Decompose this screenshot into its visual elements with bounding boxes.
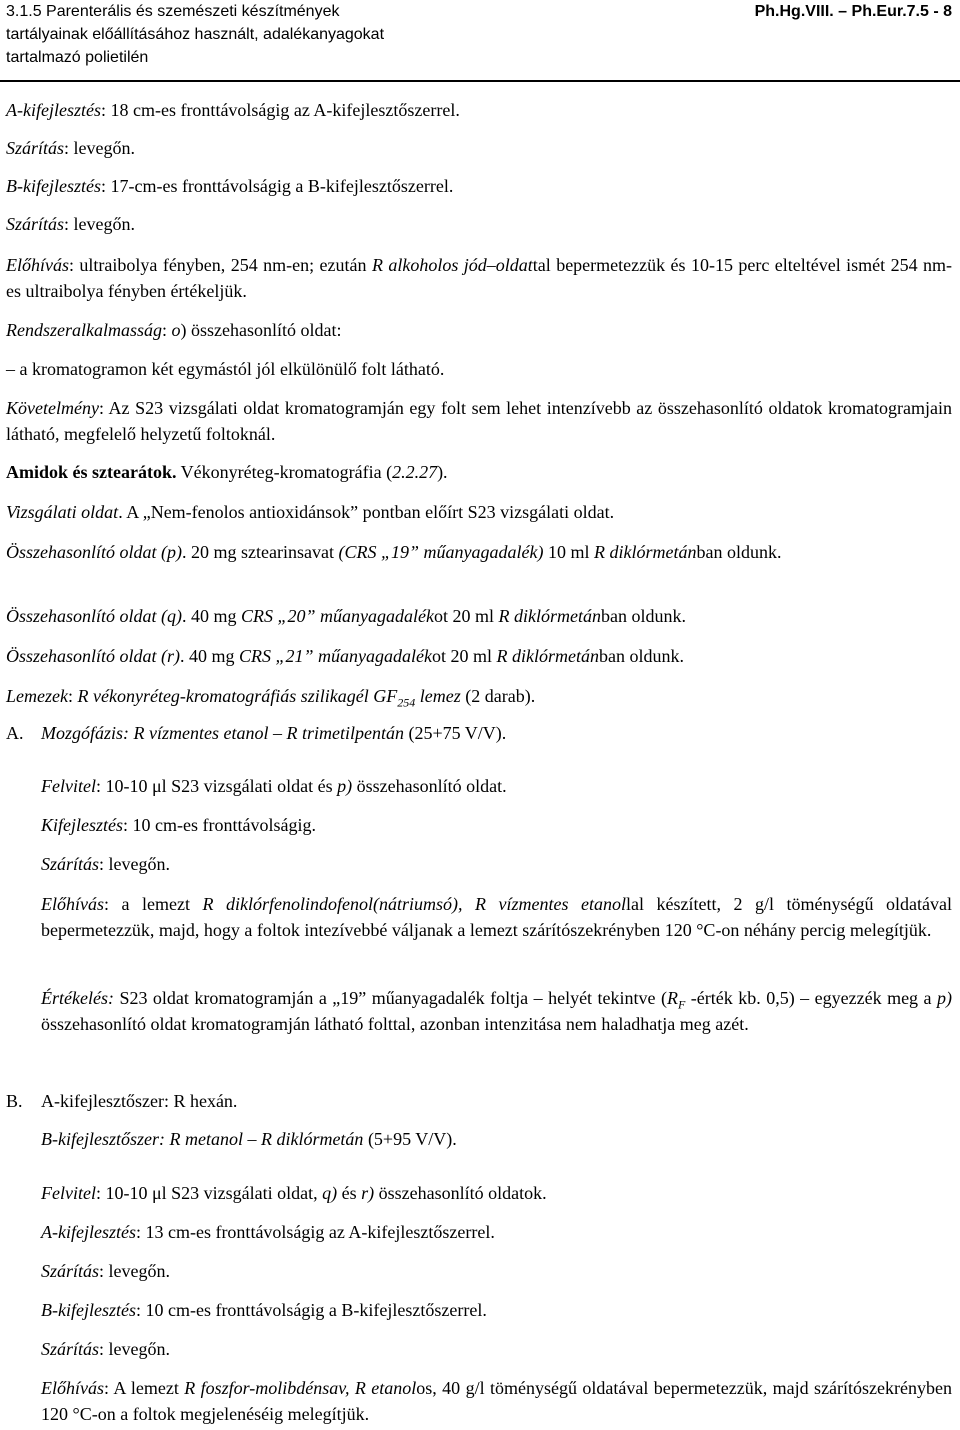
text: os, 40 g/l töménységű oldatával bepermetezzük, majd szárítószekrényben 120 °C-on a foltok megjelenéséig melegítjük.	[41, 1378, 952, 1424]
text: : 10-10 μl S23 vizsgálati oldat,	[95, 1183, 323, 1203]
label: Felvitel	[41, 776, 96, 796]
paragraph-b-development	[41, 1297, 946, 1323]
label: Követelmény	[6, 398, 99, 418]
label: Szárítás	[41, 854, 100, 874]
text: ot 20 ml	[434, 606, 499, 626]
paragraph-amides-stearates	[6, 459, 946, 485]
text: . 40 mg	[182, 606, 242, 626]
paragraph-reference-solution-r	[6, 643, 946, 669]
label: Felvitel	[41, 1183, 96, 1203]
text: : 10 cm-es fronttávolságig a B-kifejlesztőszerrel.	[135, 1300, 487, 1320]
text: : levegőn.	[99, 1339, 171, 1359]
page-header	[0, 0, 960, 84]
paragraph-b-development	[6, 173, 946, 199]
text: : 10 cm-es fronttávolságig.	[123, 815, 316, 835]
text: : levegőn.	[64, 138, 136, 158]
text: ban oldunk.	[599, 646, 685, 666]
solution-letter: p)	[937, 988, 952, 1008]
section-title-line-2: tartályainak előállításához használt, adalékanyagokat	[6, 26, 385, 43]
text: : A lemezt	[104, 1378, 185, 1398]
label: Lemezek	[6, 686, 68, 706]
text: ban oldunk.	[696, 542, 782, 562]
paragraph-visualization	[41, 891, 952, 943]
text: összehasonlító oldatok.	[374, 1183, 547, 1203]
text: összehasonlító oldat.	[352, 776, 507, 796]
text: : 10-10 μl S23 vizsgálati oldat és	[95, 776, 338, 796]
paragraph-reference-solution-q	[6, 603, 946, 629]
text: : 13 cm-es fronttávolságig az A-kifejlesztőszerrel.	[135, 1222, 495, 1242]
paragraph-visualization	[6, 252, 952, 304]
label: Szárítás	[6, 214, 65, 234]
paragraph-drying	[41, 851, 946, 877]
text: lal készített, 2 g/l töménységű oldatával bepermetezzük, majd, hogy a foltok intezívebbé váljanak a lemezt szárítószekrényben 120 °C-on néhány percig melegítjük.	[41, 894, 952, 940]
text: -érték kb. 0,5) – egyezzék meg a	[685, 988, 937, 1008]
text: . 40 mg	[180, 646, 240, 666]
text: : Az S23 vizsgálati oldat kromatogramján egy folt sem lehet intenzívebb az összehasonlító oldatok kromatogramjain látható, megfelelő helyzetű foltoknál.	[6, 398, 952, 444]
text: összehasonlító oldat kromatogramján látható folttal, azonban intenzitása nem haladhatja meg azét.	[41, 1014, 749, 1034]
solution-letter: o	[171, 320, 181, 340]
text: : ultraibolya fényben, 254 nm-en; ezután	[69, 255, 372, 275]
reagent: R diklórmetán	[496, 646, 600, 666]
label: B-kifejlesztés	[6, 176, 101, 196]
section-title	[6, 0, 384, 69]
paragraph-drying	[6, 211, 946, 237]
paragraph-mobile-phase	[41, 720, 946, 746]
reagent: R foszfor-molibdénsav, R etanol	[184, 1378, 417, 1398]
rf-symbol: R	[666, 988, 678, 1008]
label: A-kifejlesztés	[41, 1222, 136, 1242]
label: Vizsgálati oldat	[6, 502, 119, 522]
text: S23 oldat kromatogramján a „19” műanyagadalék foltja – helyét tekintve (	[113, 988, 667, 1008]
text: :	[162, 320, 172, 340]
paragraph-drying	[41, 1336, 946, 1362]
paragraph-a-development	[41, 1219, 946, 1245]
label: Szárítás	[41, 1339, 100, 1359]
paragraph-test-solution	[6, 499, 946, 525]
text: ).	[437, 462, 448, 482]
header-divider	[0, 80, 960, 82]
wavelength-subscript: 254	[397, 695, 416, 710]
section-title-line-1: 3.1.5 Parenterális és szemészeti készítmények	[6, 3, 340, 20]
text: 10 ml	[543, 542, 594, 562]
paragraph-development	[41, 812, 946, 838]
pharmacopoeia-reference: Ph.Hg.VIII. – Ph.Eur.7.5 - 8	[754, 3, 952, 20]
section-title-line-3: tartalmazó polietilén	[6, 49, 149, 66]
label: Előhívás	[41, 1378, 104, 1398]
label: Összehasonlító oldat (r)	[6, 646, 181, 666]
label: Szárítás	[41, 1261, 100, 1281]
text: : 17-cm-es fronttávolságig a B-kifejlesztőszerrel.	[100, 176, 454, 196]
text: Vékonyréteg-kromatográfia (	[176, 462, 393, 482]
paragraph-reference-solution-p	[6, 539, 952, 565]
paragraph-visualization	[41, 1375, 952, 1427]
paragraph-application	[41, 773, 946, 799]
label: A-kifejlesztés	[6, 100, 101, 120]
solution-letter: r)	[361, 1183, 375, 1203]
rf-subscript: F	[677, 997, 686, 1012]
text: ban oldunk.	[601, 606, 687, 626]
text: ) összehasonlító oldat:	[180, 320, 342, 340]
text: . A „Nem-fenolos antioxidánsok” pontban előírt S23 vizsgálati oldat.	[118, 502, 615, 522]
paragraph-requirement	[6, 395, 952, 447]
reagent: CRS „20” műanyagadalék	[241, 606, 435, 626]
text: (5+95 V/V).	[363, 1129, 457, 1149]
text: (25+75 V/V).	[403, 723, 507, 743]
paragraph-a-developer: A-kifejlesztőszer: R hexán.	[41, 1091, 238, 1111]
reagent: R diklórfenolindofenol(nátriumsó), R vízmentes etanol	[202, 894, 626, 914]
reagent: R diklórmetán	[498, 606, 602, 626]
text: és	[337, 1183, 362, 1203]
label: Előhívás	[6, 255, 69, 275]
label: Összehasonlító oldat (q)	[6, 606, 183, 626]
text: : levegőn.	[64, 214, 136, 234]
reagent: R vékonyréteg-kromatográfiás szilikagél GF	[77, 686, 398, 706]
label: Értékelés:	[41, 988, 114, 1008]
text: :	[67, 686, 78, 706]
reagent: CRS „21” műanyagadalék	[239, 646, 433, 666]
text: . 20 mg sztearinsavat	[182, 542, 339, 562]
text: (2 darab).	[460, 686, 536, 706]
method-letter-a: A.	[6, 723, 24, 743]
paragraph-system-suitability	[6, 317, 946, 343]
label: B-kifejlesztés	[41, 1300, 136, 1320]
paragraph-a-development	[6, 97, 946, 123]
text: : 18 cm-es fronttávolságig az A-kifejlesztőszerrel.	[100, 100, 460, 120]
solution-letter: p)	[337, 776, 353, 796]
reagent: R alkoholos jód–oldat	[371, 255, 533, 275]
test-heading: Amidok és sztearátok.	[6, 462, 177, 482]
label: Kifejlesztés	[41, 815, 123, 835]
label: Szárítás	[6, 138, 65, 158]
paragraph-drying	[6, 135, 946, 161]
text: tal bepermetezzük és 10-15 perc elteltével ismét 254 nm-es ultraibolya fényben értékeljük.	[6, 255, 952, 301]
solution-letter: q)	[322, 1183, 338, 1203]
reagent: (CRS „19” műanyagadalék)	[338, 542, 544, 562]
text: : a lemezt	[104, 894, 203, 914]
text: : levegőn.	[99, 854, 171, 874]
paragraph-drying	[41, 1258, 946, 1284]
reagent: R diklórmetán	[593, 542, 697, 562]
paragraph-application	[41, 1180, 946, 1206]
method-letter-b: B.	[6, 1091, 23, 1111]
paragraph-plates	[6, 683, 946, 709]
reagent: Mozgófázis: R vízmentes etanol – R trimetilpentán	[41, 723, 404, 743]
label: Összehasonlító oldat (p)	[6, 542, 183, 562]
label: Előhívás	[41, 894, 104, 914]
reagent: lemez	[415, 686, 461, 706]
label: Rendszeralkalmasság	[6, 320, 162, 340]
paragraph-suitability-criterion: – a kromatogramon két egymástól jól elkülönülő folt látható.	[6, 359, 445, 379]
paragraph-evaluation	[41, 985, 952, 1037]
paragraph-b-developer	[41, 1126, 946, 1152]
text: : levegőn.	[99, 1261, 171, 1281]
method-reference: 2.2.27	[392, 462, 438, 482]
text: ot 20 ml	[432, 646, 497, 666]
reagent: B-kifejlesztőszer: R metanol – R diklórmetán	[41, 1129, 364, 1149]
